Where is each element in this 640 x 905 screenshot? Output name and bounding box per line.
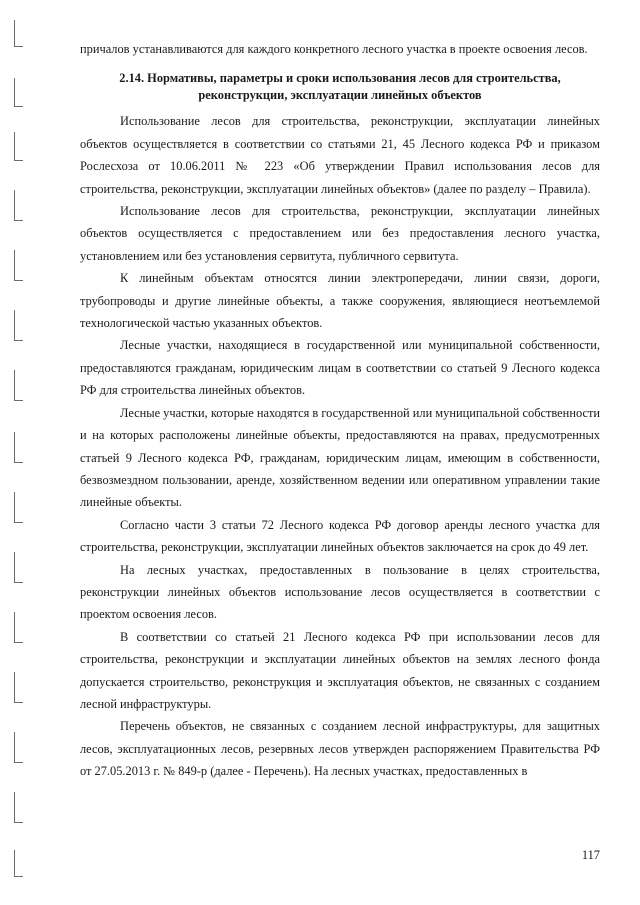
binding-mark [14, 432, 23, 463]
paragraph: Использование лесов для строительства, реконструкции, эксплуатации линейных объектов осуществляется с предоставлением или без предоставления лесного участка, установлением или без установления сервитута, публичного сервитута. [80, 204, 600, 263]
binding-mark [14, 310, 23, 341]
paragraph: Лесные участки, находящиеся в государственной или муниципальной собственности, предоставляются гражданам, юридическим лицам в соответствии со статьей 9 Лесного кодекса РФ для строительства линейных объектов. [80, 338, 600, 398]
binding-mark [14, 20, 23, 47]
paragraph-continuation: причалов устанавливаются для каждого конкретного лесного участка в проекте освоения лесов. [80, 42, 588, 56]
binding-mark [14, 612, 23, 643]
paragraph: В соответствии со статьей 21 Лесного кодекса РФ при использовании лесов для строительства, реконструкции и эксплуатации линейных объектов на землях лесного фонда допускается строительство, реконструкция и эксплуатация объектов, не связанных с созданием лесной инфраструктуры. [80, 629, 600, 711]
binding-mark [14, 850, 23, 877]
binding-mark [14, 672, 23, 703]
binding-mark [14, 190, 23, 221]
binding-mark [14, 132, 23, 161]
paragraph: Согласно части 3 статьи 72 Лесного кодекса РФ договор аренды лесного участка для строительства, реконструкции, эксплуатации линейных объектов заключается на срок до 49 лет. [80, 517, 600, 555]
binding-mark [14, 78, 23, 107]
paragraph: На лесных участках, предоставленных в пользование в целях строительства, реконструкции линейных объектов использование лесов осуществляется в соответствии с проектом освоения лесов. [80, 562, 600, 622]
paragraph: Использование лесов для строительства, реконструкции, эксплуатации линейных объектов осуществляется в соответствии со статьями 21, 45 Лесного кодекса РФ и приказом Рослесхоза от 10.06.2011 № 223 «Об утверждении Правил использования лесов для строительства, реконструкции, эксплуатации линейных объектов» (далее по разделу – Правила). [80, 114, 600, 196]
binding-mark [14, 250, 23, 281]
binding-mark [14, 732, 23, 763]
binding-mark [14, 492, 23, 523]
binding-mark [14, 552, 23, 583]
binding-mark [14, 370, 23, 401]
paragraph: Перечень объектов, не связанных с созданием лесной инфраструктуры, для защитных лесов, эксплуатационных лесов, резервных лесов утвержден распоряжением Правительства РФ от 27.05.2013 г. № 849-р (далее - Перечень). На лесных участках, предоставленных в [80, 719, 600, 779]
page-number: 117 [581, 848, 600, 862]
binding-marks [8, 20, 28, 880]
body-text [80, 38, 600, 783]
paragraph: К линейным объектам относятся линии электропередачи, линии связи, дороги, трубопроводы и другие линейные объекты, а также сооружения, являющиеся неотъемлемой технологической частью указанных объектов. [80, 271, 600, 331]
section-heading: 2.14. Нормативы, параметры и сроки использования лесов для строительства, реконструкции, эксплуатации линейных объектов [119, 71, 561, 103]
binding-mark [14, 792, 23, 823]
paragraph: Лесные участки, которые находятся в государственной или муниципальной собственности и на которых расположены линейные объекты, предоставляются на правах, предусмотренных статьей 9 Лесного кодекса РФ, гражданам, юридическим лицам, имеющим в собственности, безвозмездном пользовании, аренде, хозяйственном ведении или оперативном управлении такие линейные объекты. [80, 405, 600, 510]
